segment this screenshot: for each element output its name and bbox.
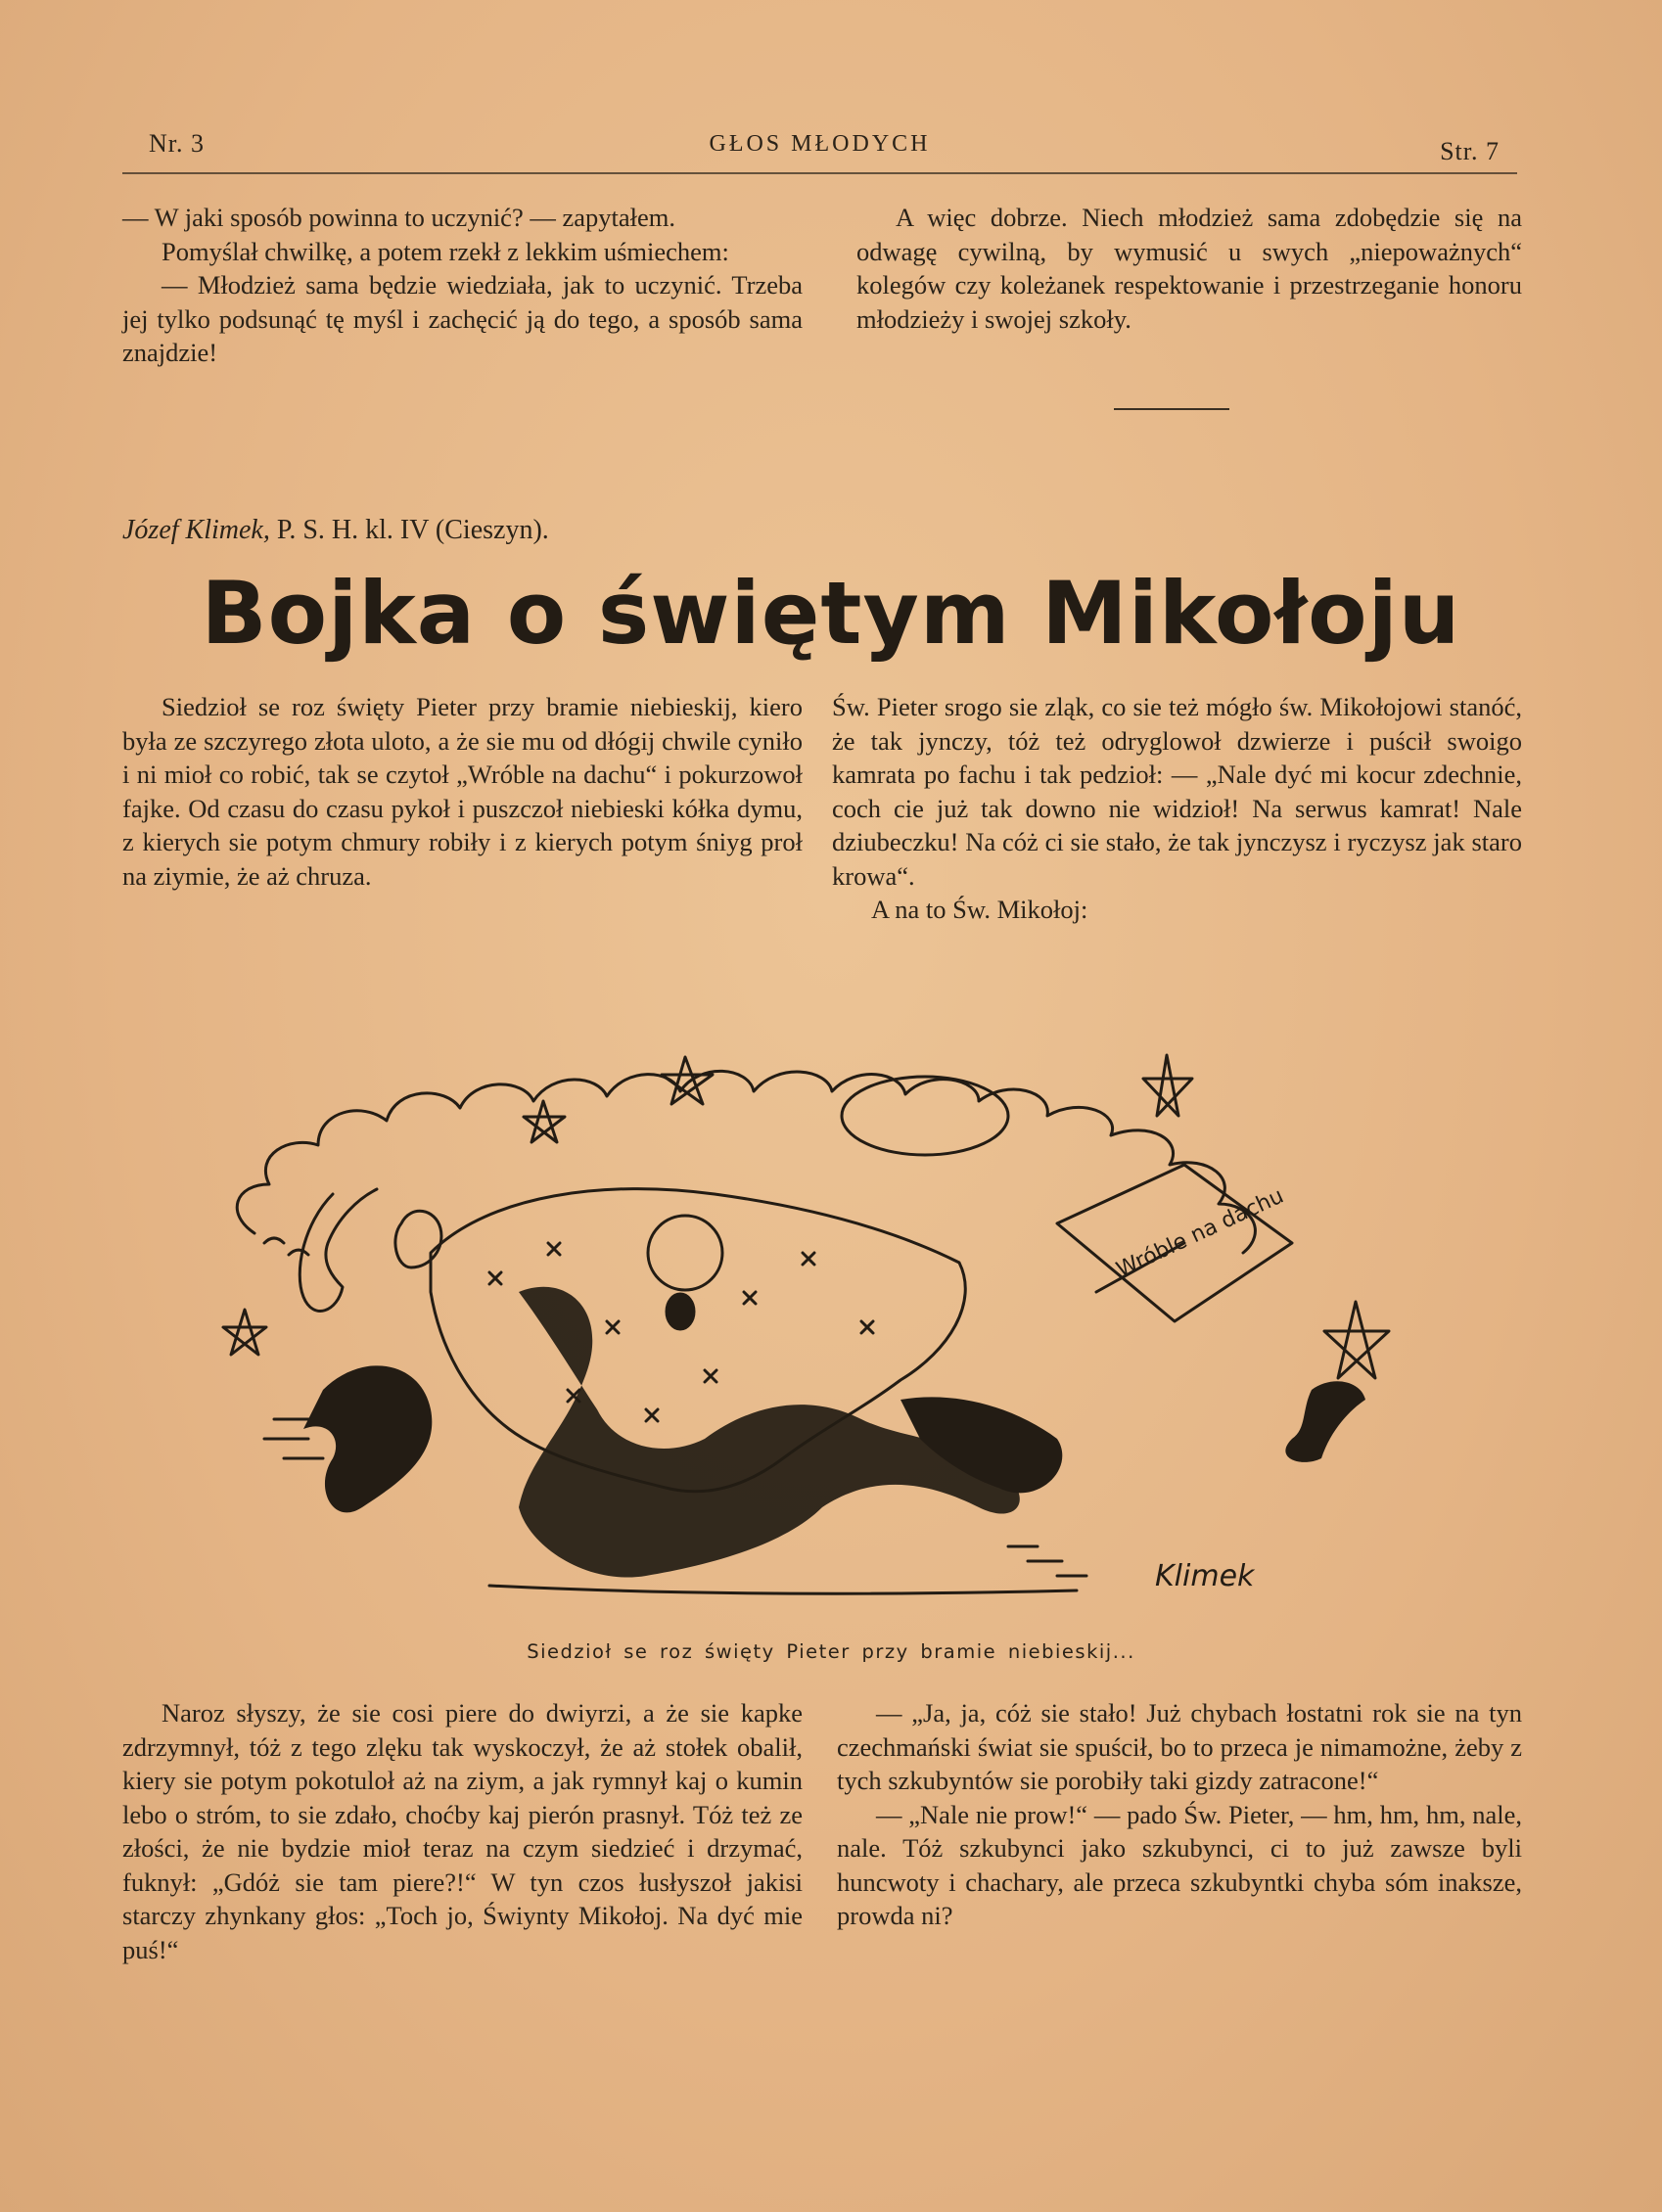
crosses-pattern xyxy=(489,1243,873,1421)
artist-signature: Klimek xyxy=(1155,1559,1255,1593)
tail-shape xyxy=(1285,1381,1365,1462)
star-icon xyxy=(1324,1302,1389,1378)
article-separator xyxy=(1114,408,1229,410)
paragraph: — „Ja, ja, cóż sie stało! Już chybach łostatni rok sie na tyn czechmański świat sie spuścił, bo to przeca je nimamożne, żeby z tych szkubyntów sie porobiły taki gizdy zatracone!“ xyxy=(837,1698,1522,1795)
star-icon xyxy=(223,1310,266,1355)
previous-article-right-column xyxy=(856,201,1522,336)
header-rule xyxy=(122,172,1517,174)
open-mouth xyxy=(667,1294,694,1329)
page-header xyxy=(122,129,1517,172)
hand-drawing xyxy=(395,1211,441,1267)
byline xyxy=(122,515,549,546)
star-icon xyxy=(662,1057,713,1104)
previous-article-left-column xyxy=(122,201,803,370)
article-right-column-top xyxy=(832,690,1522,927)
publication-name: GŁOS MŁODYCH xyxy=(709,131,931,157)
saint-peter-illustration xyxy=(196,998,1478,1625)
paragraph: Naroz słyszy, że sie cosi piere do dwiyrzi, a że sie kapke zdrzymnył, tóż z tego zlęku tak wyskoczył, że aż stołek obalił, kiery sie potym pokotuloł aż na ziym, a jak rymnył kaj o kumin lebo o stróm, to sie zdało, choćby kaj pierón prasnył. Tóż też ze złości, że nie bydzie mioł teraz na czym siedzieć i drzymać, fuknył: „Gdóż sie tam piere?!“ W tyn czos łusłyszoł jakisi starczy zhynkany głos: „Toch jo, Świynty Mikołoj. Na dyć mie puś!“ xyxy=(122,1698,803,1964)
paragraph: — W jaki sposób powinna to uczynić? — zapytałem. xyxy=(122,203,675,232)
paragraph: Siedzioł se roz święty Pieter przy bramie niebieskij, kiero była ze szczyrego złota uloto, a że sie mu od dłógij chwile cyniło i ni mioł co robić, tak se czytoł „Wróble na dachu“ i pokurzowoł fajke. Od czasu do czasu pykoł i puszczoł niebieski kółka dymu, z kierych sie potym chmury robiły i z kierych potym śniyg proł na ziymie, że aż chruza. xyxy=(122,692,803,891)
shadow-left xyxy=(303,1365,432,1512)
paragraph: Św. Pieter srogo sie zląk, co sie też mógło św. Mikołojowi stanóć, że tak jynczy, tóż też odryglowoł dzwierze i puścił swoigo kamrata po fachu i tak pedzioł: — „Nale dyć mi kocur zdechnie, coch cie już tak downo nie widzioł! Na serwus kamrat! Nale dziubeczku! Na cóż ci sie stało, że tak jynczysz i ryczysz jak staro krowa“. xyxy=(832,692,1522,891)
article-left-column-bottom xyxy=(122,1696,803,1966)
issue-number: Nr. 3 xyxy=(149,129,205,158)
author-name: Józef Klimek, xyxy=(122,515,270,545)
saint-head xyxy=(648,1216,722,1290)
paragraph: — „Nale nie prow!“ — pado Św. Pieter, — hm, hm, hm, nale, nale. Tóż szkubynci jako szkubynci, ci to już zawsze byli huncwoty i chachary, ale przeca szkubyntki chyba sóm inaksze, prowda ni? xyxy=(837,1799,1522,1930)
pipe-icon xyxy=(300,1189,377,1311)
author-affiliation: P. S. H. kl. IV (Cieszyn). xyxy=(269,515,549,545)
paragraph: Pomyślał chwilkę, a potem rzekł z lekkim uśmiechem: xyxy=(162,236,729,266)
illustration-caption: Siedzioł se roz święty Pieter przy bramie niebieskij... xyxy=(527,1640,1135,1663)
star-icon xyxy=(524,1101,565,1142)
paragraph: A na to Św. Mikołoj: xyxy=(871,895,1088,924)
paragraph: A więc dobrze. Niech młodzież sama zdobędzie się na odwagę cywilną, by wymusić u swych „niepoważnych“ kolegów czy koleżanek respektowanie i przestrzeganie honoru młodzieży i swojej szkoły. xyxy=(856,203,1522,334)
page-number: Str. 7 xyxy=(1440,137,1500,165)
star-icon xyxy=(1143,1055,1192,1116)
paragraph: — Młodzież sama będzie wiedziała, jak to uczynić. Trzeba jej tylko podsunąć tę myśl i zachęcić ją do tego, a sposób sama znajdzie! xyxy=(122,270,803,367)
newspaper-headline: Wróble na dachu xyxy=(1112,1183,1288,1283)
article-left-column-top xyxy=(122,690,803,893)
article-right-column-bottom xyxy=(837,1696,1522,1933)
thought-cloud-outline xyxy=(237,1071,1255,1253)
halo xyxy=(842,1077,1008,1155)
article-title: Bojka o świętym Mikołoju xyxy=(201,563,1461,664)
